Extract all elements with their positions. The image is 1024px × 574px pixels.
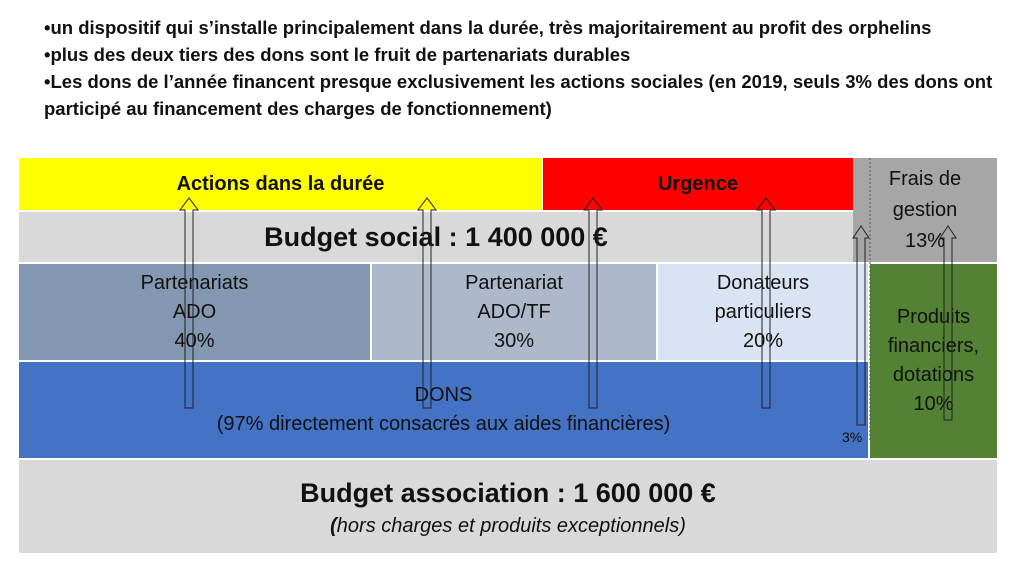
produits-percent: 10% — [913, 393, 954, 415]
arrow-up-1 — [180, 198, 198, 408]
bullet-2: •plus des deux tiers des dons sont le fruit de partenariats durables — [44, 44, 631, 65]
p1-percent: 40% — [174, 329, 215, 352]
three-percent-label: 3% — [842, 429, 863, 445]
p2-line-2: ADO/TF — [477, 300, 551, 323]
arrow-up-2 — [418, 198, 436, 408]
p1-line-1: Partenariats — [140, 271, 249, 294]
frais-percent: 13% — [904, 229, 946, 252]
urgence-label: Urgence — [657, 172, 739, 195]
arrow-up-6 — [940, 226, 956, 420]
arrow-up-4 — [757, 198, 775, 408]
produits-line-2: financiers, — [887, 335, 980, 357]
p2-line-1: Partenariat — [465, 271, 563, 294]
bullet-1: •un dispositif qui s’installe principalement dans la durée, très majoritairement au profit des orphelins — [44, 17, 932, 38]
frais-line-2: gestion — [892, 198, 958, 221]
p1-line-2: ADO — [172, 300, 217, 323]
budget-social-label: Budget social : 1 400 000 € — [264, 221, 608, 252]
p3-line-1: Donateurs — [716, 271, 810, 294]
p2-percent: 30% — [493, 329, 535, 352]
hors-charges-note: (hors charges et produits exceptionnels) — [330, 514, 686, 537]
arrow-up-3 — [584, 198, 602, 408]
dons-line-1: DONS — [414, 384, 473, 406]
budget-association-label: Budget association : 1 600 000 € — [300, 477, 716, 508]
bullet-3: •Les dons de l’année financent presque exclusivement les actions sociales (en 2019, seuls 3% des dons ont participé au financement des charges de fonctionnement) — [44, 71, 993, 119]
produits-line-3: dotations — [892, 364, 975, 386]
arrow-up-5 — [853, 226, 869, 425]
frais-line-1: Frais de — [888, 167, 962, 190]
produits-line-1: Produits — [896, 306, 971, 328]
p3-percent: 20% — [742, 329, 784, 352]
p3-line-2: particuliers — [714, 300, 812, 323]
dons-line-2: (97% directement consacrés aux aides financières) — [216, 413, 671, 435]
actions-duree-label: Actions dans la durée — [176, 172, 385, 195]
